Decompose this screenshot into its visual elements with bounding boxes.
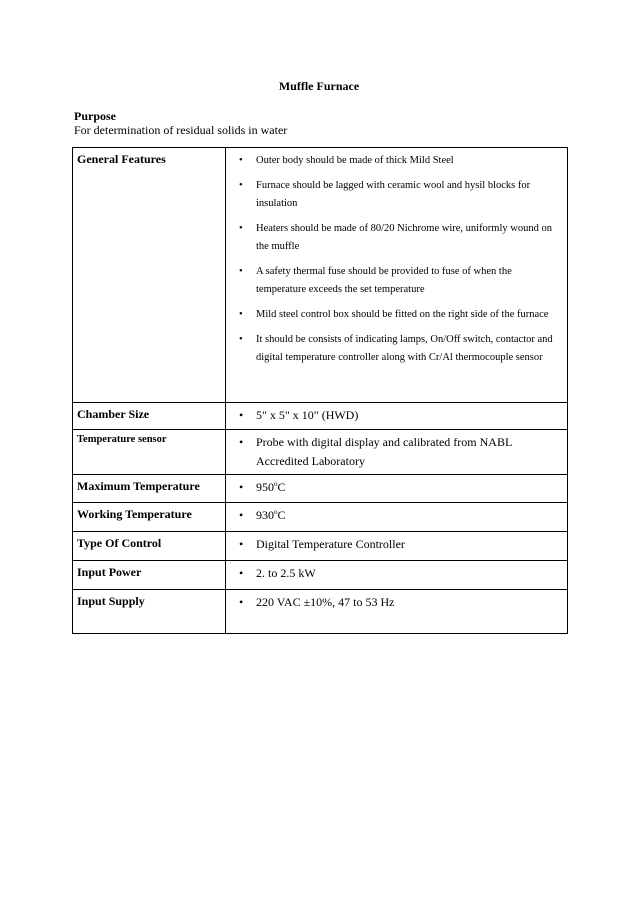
- chamber-size-value: • 5" x 5" x 10" (HWD): [226, 406, 561, 425]
- working-temperature-label: Working Temperature: [73, 503, 226, 532]
- type-of-control-value: • Digital Temperature Controller: [226, 535, 561, 554]
- chamber-size-label: Chamber Size: [73, 403, 226, 430]
- purpose-heading: Purpose: [74, 109, 116, 123]
- table-row: [73, 148, 568, 403]
- list-item: • Heaters should be made of 80/20 Nichrome wire, uniformly wound on the muffle: [226, 220, 561, 256]
- maximum-temperature-value: [226, 478, 561, 497]
- type-of-control-label: Type Of Control: [73, 532, 226, 561]
- list-item: • Outer body should be made of thick Mild Steel: [226, 152, 561, 170]
- work-temp-unit: C: [277, 508, 286, 522]
- input-power-value: • 2. to 2.5 kW: [226, 564, 561, 583]
- table-row: [73, 430, 568, 475]
- working-temperature-value: [226, 506, 561, 525]
- maximum-temperature-label: Maximum Temperature: [73, 475, 226, 503]
- purpose-text: For determination of residual solids in water: [74, 123, 288, 137]
- list-item: • Furnace should be lagged with ceramic wool and hysil blocks for insulation: [226, 177, 561, 213]
- max-temp-unit: C: [277, 480, 286, 494]
- table-row: [73, 532, 568, 561]
- table-row: [73, 403, 568, 430]
- list-item: • A safety thermal fuse should be provided to fuse of when the temperature exceeds the set temperature: [226, 263, 561, 299]
- table-row: [73, 475, 568, 503]
- temperature-sensor-label: Temperature sensor: [73, 430, 226, 475]
- degree-symbol: o: [274, 508, 278, 516]
- max-temp-number: 950: [256, 480, 274, 494]
- list-item: • It should be consists of indicating lamps, On/Off switch, contactor and digital temperature controller along with Cr/Al thermocouple sensor: [226, 331, 561, 367]
- input-supply-value: • 220 VAC ±10%, 47 to 53 Hz: [226, 593, 561, 612]
- work-temp-number: 930: [256, 508, 274, 522]
- degree-symbol: o: [274, 480, 278, 488]
- table-row: [73, 590, 568, 634]
- table-row: [73, 561, 568, 590]
- document-title: Muffle Furnace: [278, 79, 360, 93]
- spec-table: [72, 147, 568, 634]
- feature-list: [226, 152, 561, 367]
- general-features-label: General Features: [73, 148, 226, 403]
- general-features-value: [226, 148, 568, 403]
- list-item: • Mild steel control box should be fitted on the right side of the furnace: [226, 306, 561, 324]
- input-power-label: Input Power: [73, 561, 226, 590]
- input-supply-label: Input Supply: [73, 590, 226, 634]
- temperature-sensor-value: • Probe with digital display and calibrated from NABL Accredited Laboratory: [226, 433, 561, 471]
- table-row: [73, 503, 568, 532]
